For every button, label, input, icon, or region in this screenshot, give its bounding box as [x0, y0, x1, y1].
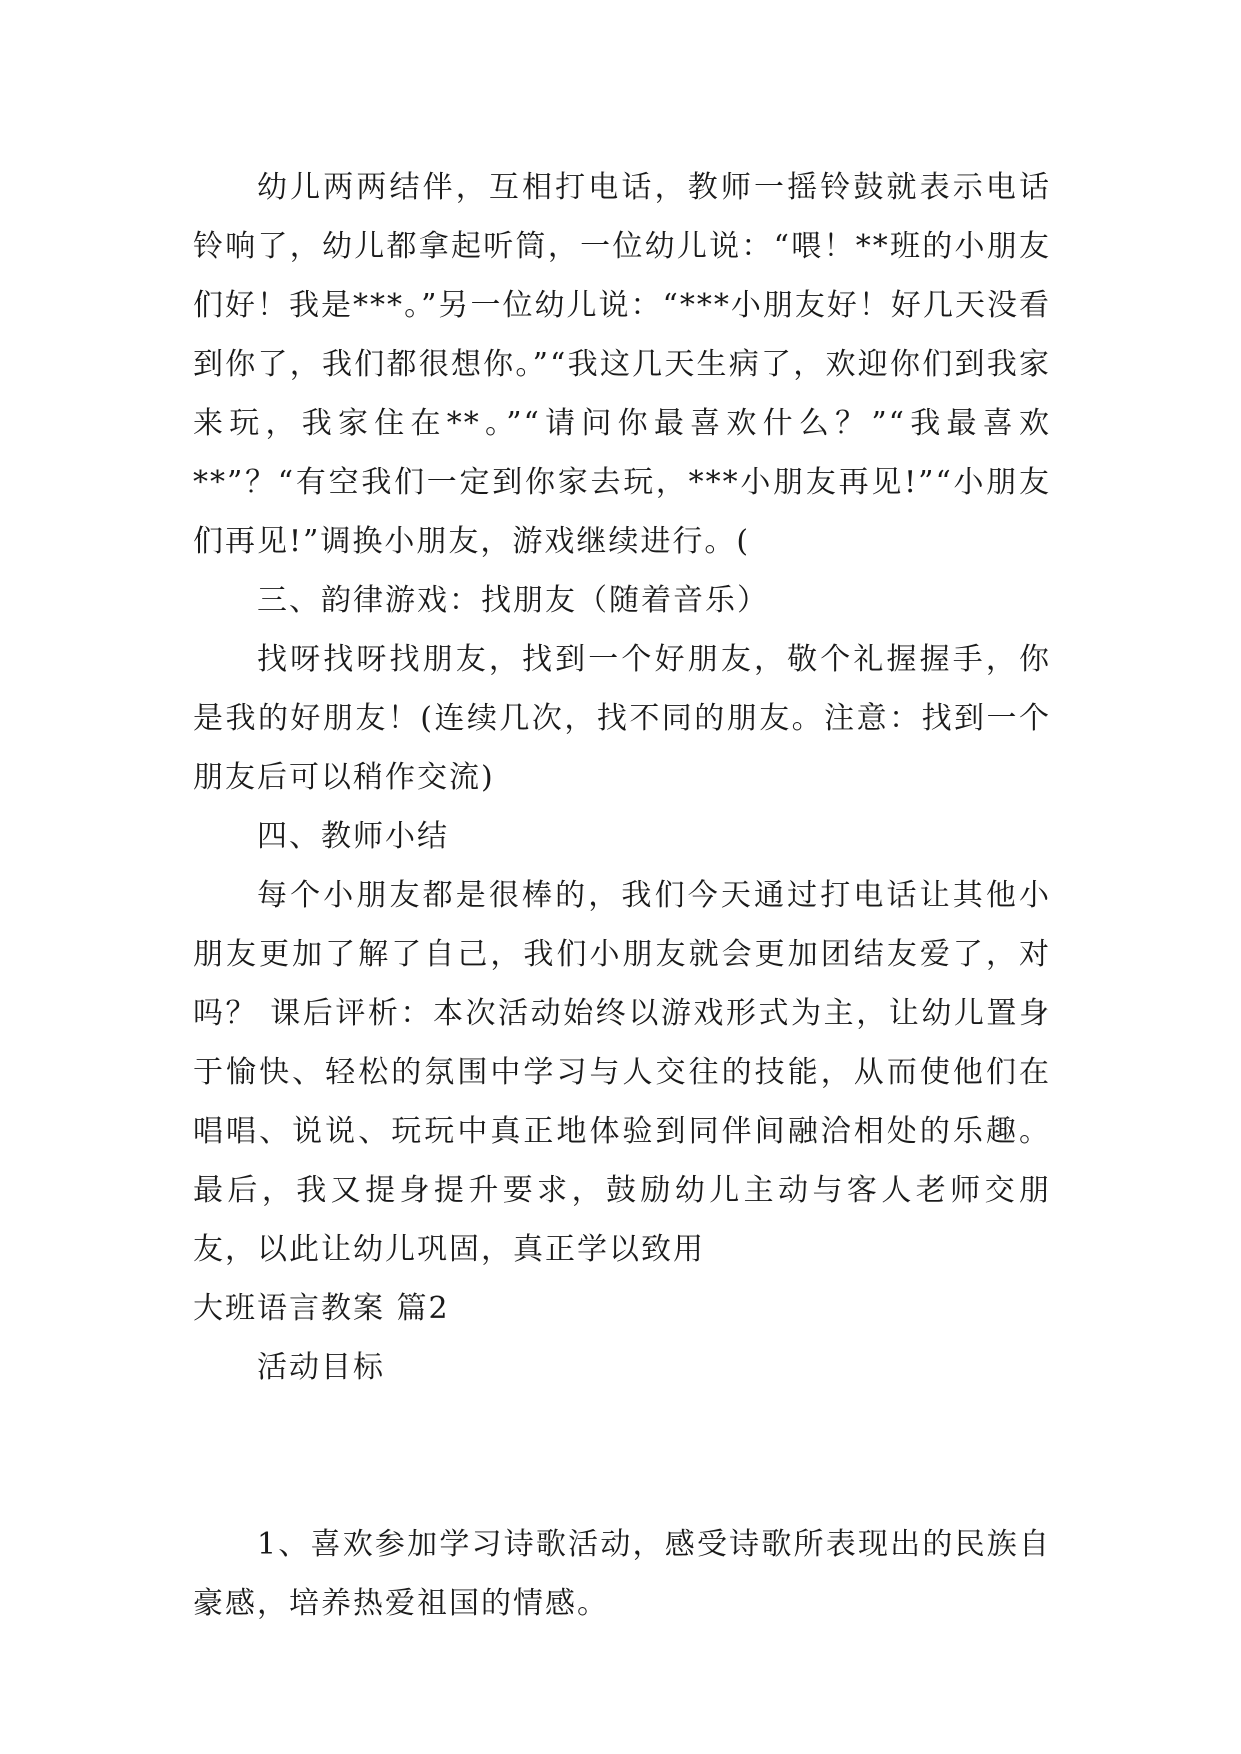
paragraph-find-friends: 找呀找呀找朋友，找到一个好朋友，敬个礼握握手，你是我的好朋友！(连续几次，找不同的朋友。注意：找到一个朋友后可以稍作交流) [193, 642, 1051, 795]
blank-space [193, 1397, 1051, 1515]
goal-item-1: 1、喜欢参加学习诗歌活动，感受诗歌所表现出的民族自豪感，培养热爱祖国的情感。 [193, 1527, 1051, 1621]
document-body [193, 158, 1051, 1633]
paragraph-rhythm-game-heading: 三、韵律游戏：找朋友（随着音乐） [257, 583, 769, 618]
paragraph-teacher-summary: 每个小朋友都是很棒的，我们今天通过打电话让其他小朋友更加了解了自己，我们小朋友就会更加团结友爱了，对吗？ 课后评析：本次活动始终以游戏形式为主，让幼儿置身于愉快、轻松的氛围中学习与人交往的技能，从而使他们在唱唱、说说、玩玩中真正地体验到同伴间融洽相处的乐趣。最后，我又提身提升要求，鼓励幼儿主动与客人老师交朋友，以此让幼儿巩固，真正学以致用 [193, 878, 1051, 1267]
activity-goals-heading: 活动目标 [257, 1350, 385, 1385]
section-title: 大班语言教案 篇2 [193, 1291, 450, 1326]
paragraph-phone-game: 幼儿两两结伴，互相打电话，教师一摇铃鼓就表示电话铃响了，幼儿都拿起听筒，一位幼儿说：“喂！**班的小朋友们好！我是***。”另一位幼儿说：“***小朋友好！好几天没看到你了，我们都很想你。”“我这几天生病了，欢迎你们到我家来玩，我家住在**。”“请问你最喜欢什么？”“我最喜欢**”？“有空我们一定到你家去玩，***小朋友再见!”“小朋友们再见!”调换小朋友，游戏继续进行。( [193, 170, 1051, 559]
paragraph-teacher-summary-heading: 四、教师小结 [257, 819, 449, 854]
